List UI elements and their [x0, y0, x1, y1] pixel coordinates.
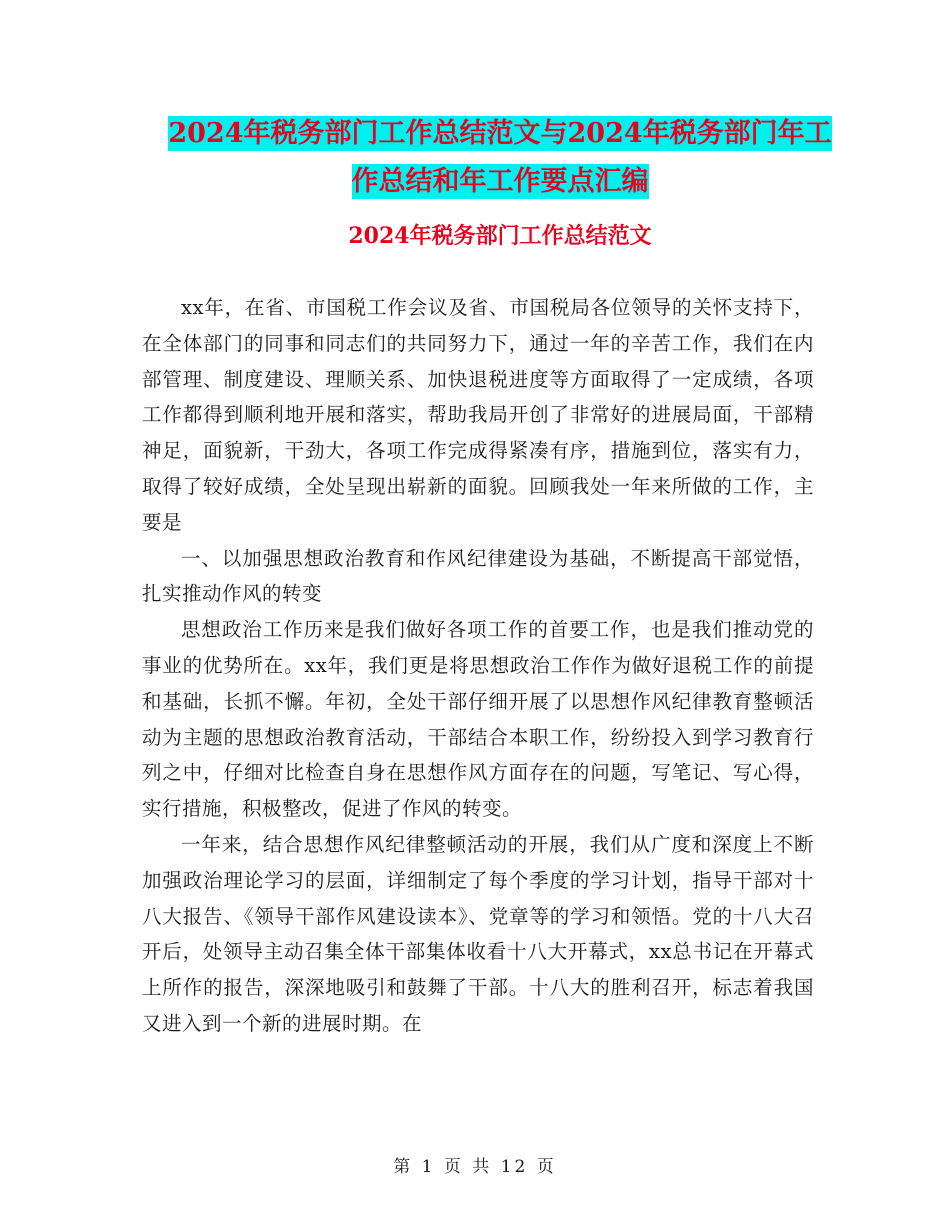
paragraph-1: xx年，在省、市国税工作会议及省、市国税局各位领导的关怀支持下，在全体部门的同事和同志们的共同努力下，通过一年的辛苦工作，我们在内部管理、制度建设、理顺关系、加快退税进度等方面取得了一定成绩，各项工作都得到顺利地开展和落实，帮助我局开创了非常好的进展局面，干部精神足，面貌新，干劲大，各项工作完成得紧凑有序，措施到位，落实有力，取得了较好成绩，全处呈现出崭新的面貌。回顾我处一年来所做的工作，主要是: [142, 296, 814, 534]
document-title-line-2: 作总结和年工作要点汇编: [351, 166, 649, 197]
document-title-line-1: 2024年税务部门工作总结范文与2024年税务部门年工: [168, 118, 832, 149]
page-footer: 第 1 页 共 12 页: [393, 1157, 557, 1177]
paragraph-4: 一年来，结合思想作风纪律整顿活动的开展，我们从广度和深度上不断加强政治理论学习的层面，详细制定了每个季度的学习计划，指导干部对十八大报告、《领导干部作风建设读本》、党章等的学习和领悟。党的十八大召开后，处领导主动召集全体干部集体收看十八大开幕式，xx总书记在开幕式上所作的报告，深深地吸引和鼓舞了干部。十八大的胜利召开，标志着我国又进入到一个新的进展时期。在: [142, 832, 814, 1035]
paragraph-2-heading: 一、以加强思想政治教育和作风纪律建设为基础，不断提高干部觉悟，扎实推动作风的转变: [142, 546, 814, 606]
paragraph-3: 思想政治工作历来是我们做好各项工作的首要工作，也是我们推动党的事业的优势所在。xx年，我们更是将思想政治工作作为做好退税工作的前提和基础，长抓不懈。年初，全处干部仔细开展了以思想作风纪律教育整顿活动为主题的思想政治教育活动，干部结合本职工作，纷纷投入到学习教育行列之中，仔细对比检查自身在思想作风方面存在的问题，写笔记、写心得，实行措施，积极整改，促进了作风的转变。: [142, 618, 814, 821]
document-body: [142, 290, 814, 1042]
section-title: 2024年税务部门工作总结范文: [348, 223, 652, 249]
document-title: [120, 110, 880, 206]
